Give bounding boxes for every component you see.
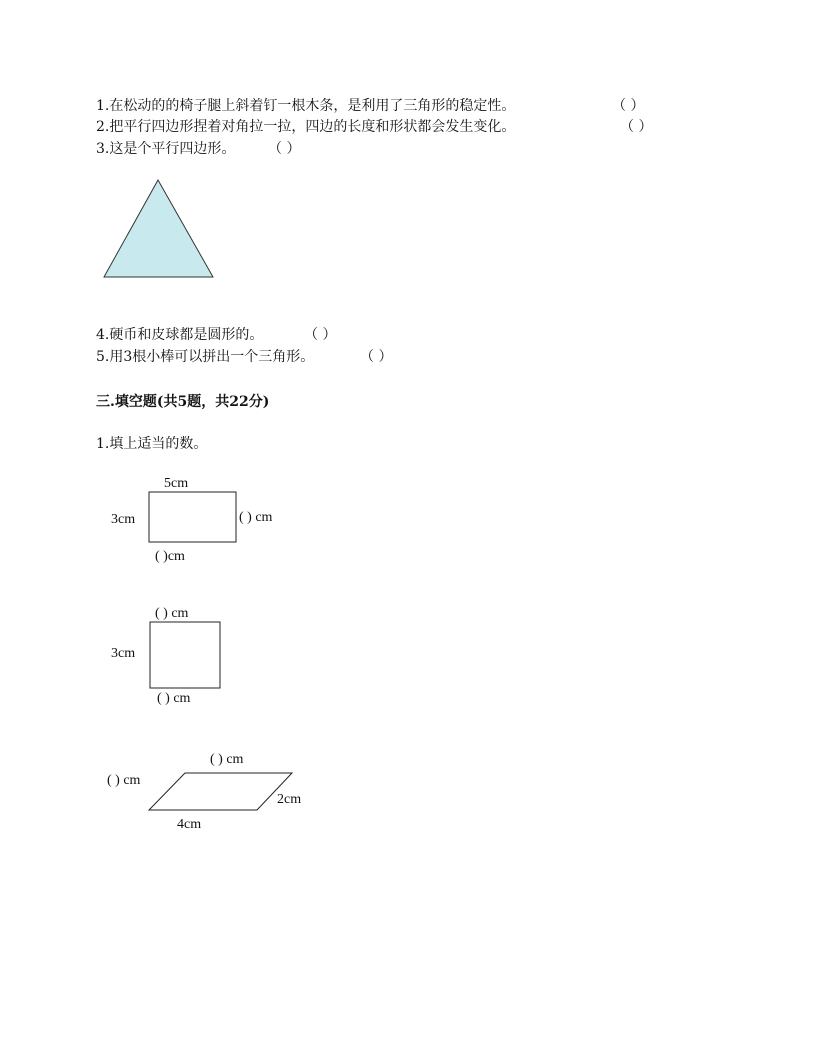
triangle-figure [104, 180, 213, 277]
question-1-text: 1.在松动的的椅子腿上斜着钉一根木条，是利用了三角形的稳定性。 [96, 98, 516, 114]
section-heading: 三.填空题(共5题，共22分) [96, 394, 270, 410]
square-left-label: 3cm [111, 646, 136, 661]
question-3-answer-blank[interactable]: （ ） [268, 141, 301, 157]
parallelogram-figure [149, 773, 292, 810]
square-bottom-blank[interactable]: ( ) cm [157, 691, 191, 706]
question-4-answer-blank[interactable]: （ ） [304, 327, 337, 343]
question-5-text: 5.用3根小棒可以拼出一个三角形。 [96, 349, 315, 365]
square-top-blank[interactable]: ( ) cm [155, 606, 189, 621]
question-2-text: 2.把平行四边形捏着对角拉一拉，四边的长度和形状都会发生变化。 [96, 119, 516, 135]
rectangle-figure [149, 492, 236, 542]
parallelogram-top-blank[interactable]: ( ) cm [210, 752, 244, 767]
question-4-text: 4.硬币和皮球都是圆形的。 [96, 327, 264, 343]
fill-question-1: 1.填上适当的数。 [96, 436, 208, 452]
parallelogram-left-blank[interactable]: ( ) cm [107, 773, 141, 788]
rectangle-top-label: 5cm [164, 476, 189, 491]
rectangle-left-label: 3cm [111, 512, 136, 527]
question-3-text: 3.这是个平行四边形。 [96, 141, 236, 157]
rectangle-right-blank[interactable]: ( ) cm [239, 510, 273, 525]
rectangle-bottom-blank[interactable]: ( )cm [155, 549, 185, 564]
parallelogram-right-label: 2cm [277, 792, 302, 807]
question-5 [96, 347, 314, 367]
question-2-answer-blank[interactable]: （ ） [620, 119, 653, 135]
question-4 [96, 325, 263, 345]
square-figure [150, 622, 220, 688]
question-5-answer-blank[interactable]: （ ） [360, 349, 393, 365]
parallelogram-bottom-label: 4cm [177, 817, 202, 832]
question-1-answer-blank[interactable]: （ ） [612, 98, 645, 114]
